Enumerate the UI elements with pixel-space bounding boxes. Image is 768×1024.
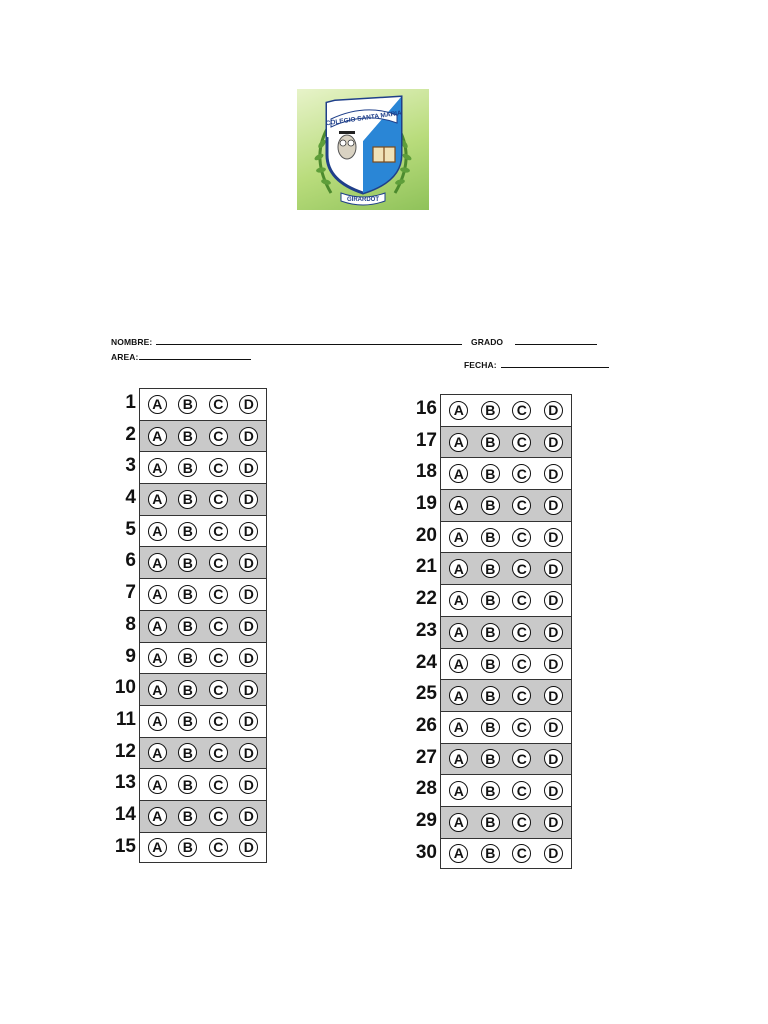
answer-bubble-c[interactable]: C bbox=[209, 617, 228, 636]
answer-bubble-a[interactable]: A bbox=[148, 775, 167, 794]
answer-bubble-a[interactable]: A bbox=[449, 654, 468, 673]
answer-bubble-d[interactable]: D bbox=[544, 813, 563, 832]
answer-bubble-a[interactable]: A bbox=[449, 591, 468, 610]
question-number: 4 bbox=[125, 487, 136, 509]
answer-bubble-d[interactable]: D bbox=[544, 844, 563, 863]
answer-options bbox=[440, 679, 572, 711]
answer-bubble-a[interactable]: A bbox=[449, 433, 468, 452]
answer-options bbox=[139, 768, 267, 800]
question-number: 24 bbox=[415, 651, 437, 673]
answer-options bbox=[440, 457, 572, 489]
answer-bubble-b[interactable]: B bbox=[481, 623, 500, 642]
answer-bubble-b[interactable]: B bbox=[178, 680, 197, 699]
answer-options bbox=[440, 806, 572, 838]
answer-bubble-d[interactable]: D bbox=[544, 528, 563, 547]
question-number: 6 bbox=[125, 550, 136, 572]
fecha-input-line[interactable] bbox=[501, 359, 609, 368]
answer-bubble-a[interactable]: A bbox=[449, 781, 468, 800]
grado-input-line[interactable] bbox=[515, 336, 597, 345]
question-number: 3 bbox=[125, 455, 136, 477]
answer-bubble-b[interactable]: B bbox=[481, 464, 500, 483]
answer-bubble-d[interactable]: D bbox=[239, 395, 258, 414]
answer-bubble-a[interactable]: A bbox=[449, 528, 468, 547]
answer-bubble-c[interactable]: C bbox=[512, 686, 531, 705]
fecha-label: FECHA: bbox=[464, 360, 497, 370]
answer-options bbox=[440, 743, 572, 775]
answer-bubble-d[interactable]: D bbox=[544, 591, 563, 610]
answer-bubble-c[interactable]: C bbox=[209, 490, 228, 509]
question-number: 2 bbox=[125, 423, 136, 445]
answer-bubble-a[interactable]: A bbox=[148, 585, 167, 604]
answer-options bbox=[139, 515, 267, 547]
question-number: 29 bbox=[415, 809, 437, 831]
answer-bubble-d[interactable]: D bbox=[544, 654, 563, 673]
answer-bubble-b[interactable]: B bbox=[178, 775, 197, 794]
answer-bubble-c[interactable]: C bbox=[512, 718, 531, 737]
answer-bubble-d[interactable]: D bbox=[239, 807, 258, 826]
answer-bubble-a[interactable]: A bbox=[148, 395, 167, 414]
answer-bubble-a[interactable]: A bbox=[449, 749, 468, 768]
answer-bubble-b[interactable]: B bbox=[481, 654, 500, 673]
answer-bubble-d[interactable]: D bbox=[239, 490, 258, 509]
answer-bubble-a[interactable]: A bbox=[148, 838, 167, 857]
answer-bubble-b[interactable]: B bbox=[178, 838, 197, 857]
question-number: 12 bbox=[114, 740, 136, 762]
answer-bubble-a[interactable]: A bbox=[148, 680, 167, 699]
answer-options bbox=[139, 800, 267, 832]
answer-bubble-a[interactable]: A bbox=[449, 559, 468, 578]
question-number: 23 bbox=[415, 619, 437, 641]
question-number: 22 bbox=[415, 588, 437, 610]
answer-bubble-c[interactable]: C bbox=[209, 680, 228, 699]
area-field bbox=[111, 351, 251, 362]
question-number: 14 bbox=[114, 803, 136, 825]
answer-options bbox=[440, 616, 572, 648]
answer-bubble-c[interactable]: C bbox=[209, 395, 228, 414]
nombre-input-line[interactable] bbox=[156, 336, 462, 345]
answer-options bbox=[440, 426, 572, 458]
answer-options bbox=[440, 489, 572, 521]
question-number: 10 bbox=[114, 677, 136, 699]
answer-bubble-b[interactable]: B bbox=[178, 522, 197, 541]
question-number: 30 bbox=[415, 841, 437, 863]
answer-bubble-c[interactable]: C bbox=[512, 654, 531, 673]
answer-bubble-b[interactable]: B bbox=[481, 844, 500, 863]
answer-bubble-d[interactable]: D bbox=[544, 433, 563, 452]
answer-bubble-c[interactable]: C bbox=[209, 585, 228, 604]
logo-school-name: COLEGIO SANTA MARIA bbox=[325, 109, 403, 128]
answer-bubble-d[interactable]: D bbox=[239, 553, 258, 572]
question-number: 28 bbox=[415, 778, 437, 800]
answer-bubble-d[interactable]: D bbox=[544, 781, 563, 800]
answer-bubble-d[interactable]: D bbox=[239, 458, 258, 477]
answer-bubble-b[interactable]: B bbox=[178, 648, 197, 667]
school-logo bbox=[297, 89, 429, 210]
question-number: 1 bbox=[125, 392, 136, 413]
answer-bubble-b[interactable]: B bbox=[481, 686, 500, 705]
answer-bubble-c[interactable]: C bbox=[209, 427, 228, 446]
answer-bubble-d[interactable]: D bbox=[544, 559, 563, 578]
answer-bubble-a[interactable]: A bbox=[148, 458, 167, 477]
answer-options bbox=[139, 737, 267, 769]
area-input-line[interactable] bbox=[139, 351, 251, 360]
answer-bubble-b[interactable]: B bbox=[178, 585, 197, 604]
answer-bubble-a[interactable]: A bbox=[449, 401, 468, 420]
answer-bubble-c[interactable]: C bbox=[512, 401, 531, 420]
answer-bubble-d[interactable]: D bbox=[544, 749, 563, 768]
answer-bubble-b[interactable]: B bbox=[481, 718, 500, 737]
answer-bubble-b[interactable]: B bbox=[481, 813, 500, 832]
answer-bubble-a[interactable]: A bbox=[449, 623, 468, 642]
answer-options bbox=[440, 521, 572, 553]
question-number: 13 bbox=[114, 772, 136, 794]
answer-options bbox=[139, 610, 267, 642]
question-number: 25 bbox=[415, 683, 437, 705]
answer-bubble-d[interactable]: D bbox=[239, 648, 258, 667]
answer-bubble-a[interactable]: A bbox=[449, 718, 468, 737]
answer-options bbox=[139, 832, 267, 864]
answer-bubble-d[interactable]: D bbox=[239, 427, 258, 446]
answer-options bbox=[440, 552, 572, 584]
answer-bubble-d[interactable]: D bbox=[239, 743, 258, 762]
school-logo-text bbox=[297, 89, 429, 210]
answer-bubble-d[interactable]: D bbox=[544, 496, 563, 515]
answer-options bbox=[139, 578, 267, 610]
answer-options bbox=[440, 711, 572, 743]
answer-bubble-d[interactable]: D bbox=[544, 686, 563, 705]
answer-options bbox=[440, 394, 572, 426]
answer-bubble-d[interactable]: D bbox=[239, 585, 258, 604]
logo-city: GIRARDOT bbox=[347, 197, 379, 203]
answer-bubble-c[interactable]: C bbox=[512, 496, 531, 515]
answer-bubble-a[interactable]: A bbox=[148, 617, 167, 636]
answer-options bbox=[139, 642, 267, 674]
question-number: 15 bbox=[114, 835, 136, 857]
answer-bubble-a[interactable]: A bbox=[449, 496, 468, 515]
answer-bubble-c[interactable]: C bbox=[209, 775, 228, 794]
answer-bubble-c[interactable]: C bbox=[512, 813, 531, 832]
answer-bubble-b[interactable]: B bbox=[178, 617, 197, 636]
answer-bubble-a[interactable]: A bbox=[148, 807, 167, 826]
answer-bubble-c[interactable]: C bbox=[209, 838, 228, 857]
answer-bubble-b[interactable]: B bbox=[178, 807, 197, 826]
answer-bubble-a[interactable]: A bbox=[148, 490, 167, 509]
question-number: 9 bbox=[125, 645, 136, 667]
question-number: 17 bbox=[415, 429, 437, 451]
answer-options bbox=[440, 838, 572, 870]
question-number: 5 bbox=[125, 518, 136, 540]
answer-options bbox=[139, 420, 267, 452]
answer-bubble-a[interactable]: A bbox=[449, 844, 468, 863]
question-number: 27 bbox=[415, 746, 437, 768]
answer-bubble-d[interactable]: D bbox=[239, 775, 258, 794]
answer-bubble-b[interactable]: B bbox=[178, 427, 197, 446]
answer-bubble-d[interactable]: D bbox=[239, 712, 258, 731]
answer-bubble-b[interactable]: B bbox=[481, 528, 500, 547]
answer-bubble-c[interactable]: C bbox=[209, 522, 228, 541]
grado-label: GRADO bbox=[471, 337, 504, 347]
answer-bubble-c[interactable]: C bbox=[512, 623, 531, 642]
question-number: 20 bbox=[415, 524, 437, 546]
answer-bubble-b[interactable]: B bbox=[481, 433, 500, 452]
answer-bubble-a[interactable]: A bbox=[148, 553, 167, 572]
answer-bubble-c[interactable]: C bbox=[209, 807, 228, 826]
answer-bubble-a[interactable]: A bbox=[148, 712, 167, 731]
answer-bubble-b[interactable]: B bbox=[481, 559, 500, 578]
answer-bubble-a[interactable]: A bbox=[148, 522, 167, 541]
answer-bubble-d[interactable]: D bbox=[544, 401, 563, 420]
answer-options bbox=[139, 483, 267, 515]
answer-bubble-b[interactable]: B bbox=[178, 743, 197, 762]
question-number: 21 bbox=[415, 556, 437, 578]
answer-bubble-a[interactable]: A bbox=[148, 427, 167, 446]
answer-bubble-d[interactable]: D bbox=[544, 718, 563, 737]
answer-bubble-c[interactable]: C bbox=[512, 591, 531, 610]
answer-bubble-a[interactable]: A bbox=[148, 743, 167, 762]
answer-bubble-a[interactable]: A bbox=[449, 686, 468, 705]
answer-bubble-b[interactable]: B bbox=[481, 591, 500, 610]
answer-bubble-b[interactable]: B bbox=[178, 712, 197, 731]
question-number: 16 bbox=[415, 398, 437, 419]
answer-bubble-c[interactable]: C bbox=[209, 648, 228, 667]
question-number: 7 bbox=[125, 582, 136, 604]
fecha-field bbox=[464, 359, 609, 370]
answer-bubble-d[interactable]: D bbox=[239, 617, 258, 636]
answer-bubble-c[interactable]: C bbox=[209, 712, 228, 731]
question-number: 11 bbox=[115, 708, 136, 730]
answer-bubble-b[interactable]: B bbox=[481, 749, 500, 768]
question-number: 8 bbox=[125, 613, 136, 635]
answer-bubble-c[interactable]: C bbox=[512, 749, 531, 768]
answer-bubble-d[interactable]: D bbox=[239, 522, 258, 541]
answer-options bbox=[139, 673, 267, 705]
answer-bubble-a[interactable]: A bbox=[148, 648, 167, 667]
answer-options bbox=[139, 388, 267, 420]
answer-bubble-a[interactable]: A bbox=[449, 464, 468, 483]
answer-bubble-d[interactable]: D bbox=[239, 680, 258, 699]
answer-options bbox=[139, 451, 267, 483]
answer-options bbox=[139, 546, 267, 578]
answer-bubble-b[interactable]: B bbox=[481, 496, 500, 515]
answer-bubble-d[interactable]: D bbox=[544, 464, 563, 483]
answer-bubble-c[interactable]: C bbox=[512, 528, 531, 547]
nombre-label: NOMBRE: bbox=[111, 337, 153, 347]
grado-field bbox=[471, 336, 597, 347]
answer-bubble-c[interactable]: C bbox=[512, 464, 531, 483]
answer-bubble-b[interactable]: B bbox=[178, 458, 197, 477]
answer-bubble-b[interactable]: B bbox=[481, 401, 500, 420]
answer-options bbox=[440, 584, 572, 616]
answer-bubble-b[interactable]: B bbox=[178, 553, 197, 572]
answer-options bbox=[440, 648, 572, 680]
answer-bubble-b[interactable]: B bbox=[178, 395, 197, 414]
answer-bubble-b[interactable]: B bbox=[481, 781, 500, 800]
question-number: 19 bbox=[415, 493, 437, 515]
answer-options bbox=[440, 774, 572, 806]
answer-bubble-c[interactable]: C bbox=[209, 553, 228, 572]
answer-bubble-d[interactable]: D bbox=[239, 838, 258, 857]
answer-bubble-c[interactable]: C bbox=[512, 559, 531, 578]
question-number: 18 bbox=[415, 461, 437, 483]
answer-bubble-c[interactable]: C bbox=[209, 743, 228, 762]
answer-bubble-c[interactable]: C bbox=[209, 458, 228, 477]
area-label: AREA: bbox=[111, 352, 139, 362]
answer-bubble-c[interactable]: C bbox=[512, 781, 531, 800]
answer-options bbox=[139, 705, 267, 737]
answer-bubble-c[interactable]: C bbox=[512, 433, 531, 452]
question-number: 26 bbox=[415, 714, 437, 736]
answer-bubble-c[interactable]: C bbox=[512, 844, 531, 863]
nombre-field bbox=[111, 336, 462, 347]
answer-bubble-b[interactable]: B bbox=[178, 490, 197, 509]
answer-bubble-d[interactable]: D bbox=[544, 623, 563, 642]
answer-bubble-a[interactable]: A bbox=[449, 813, 468, 832]
